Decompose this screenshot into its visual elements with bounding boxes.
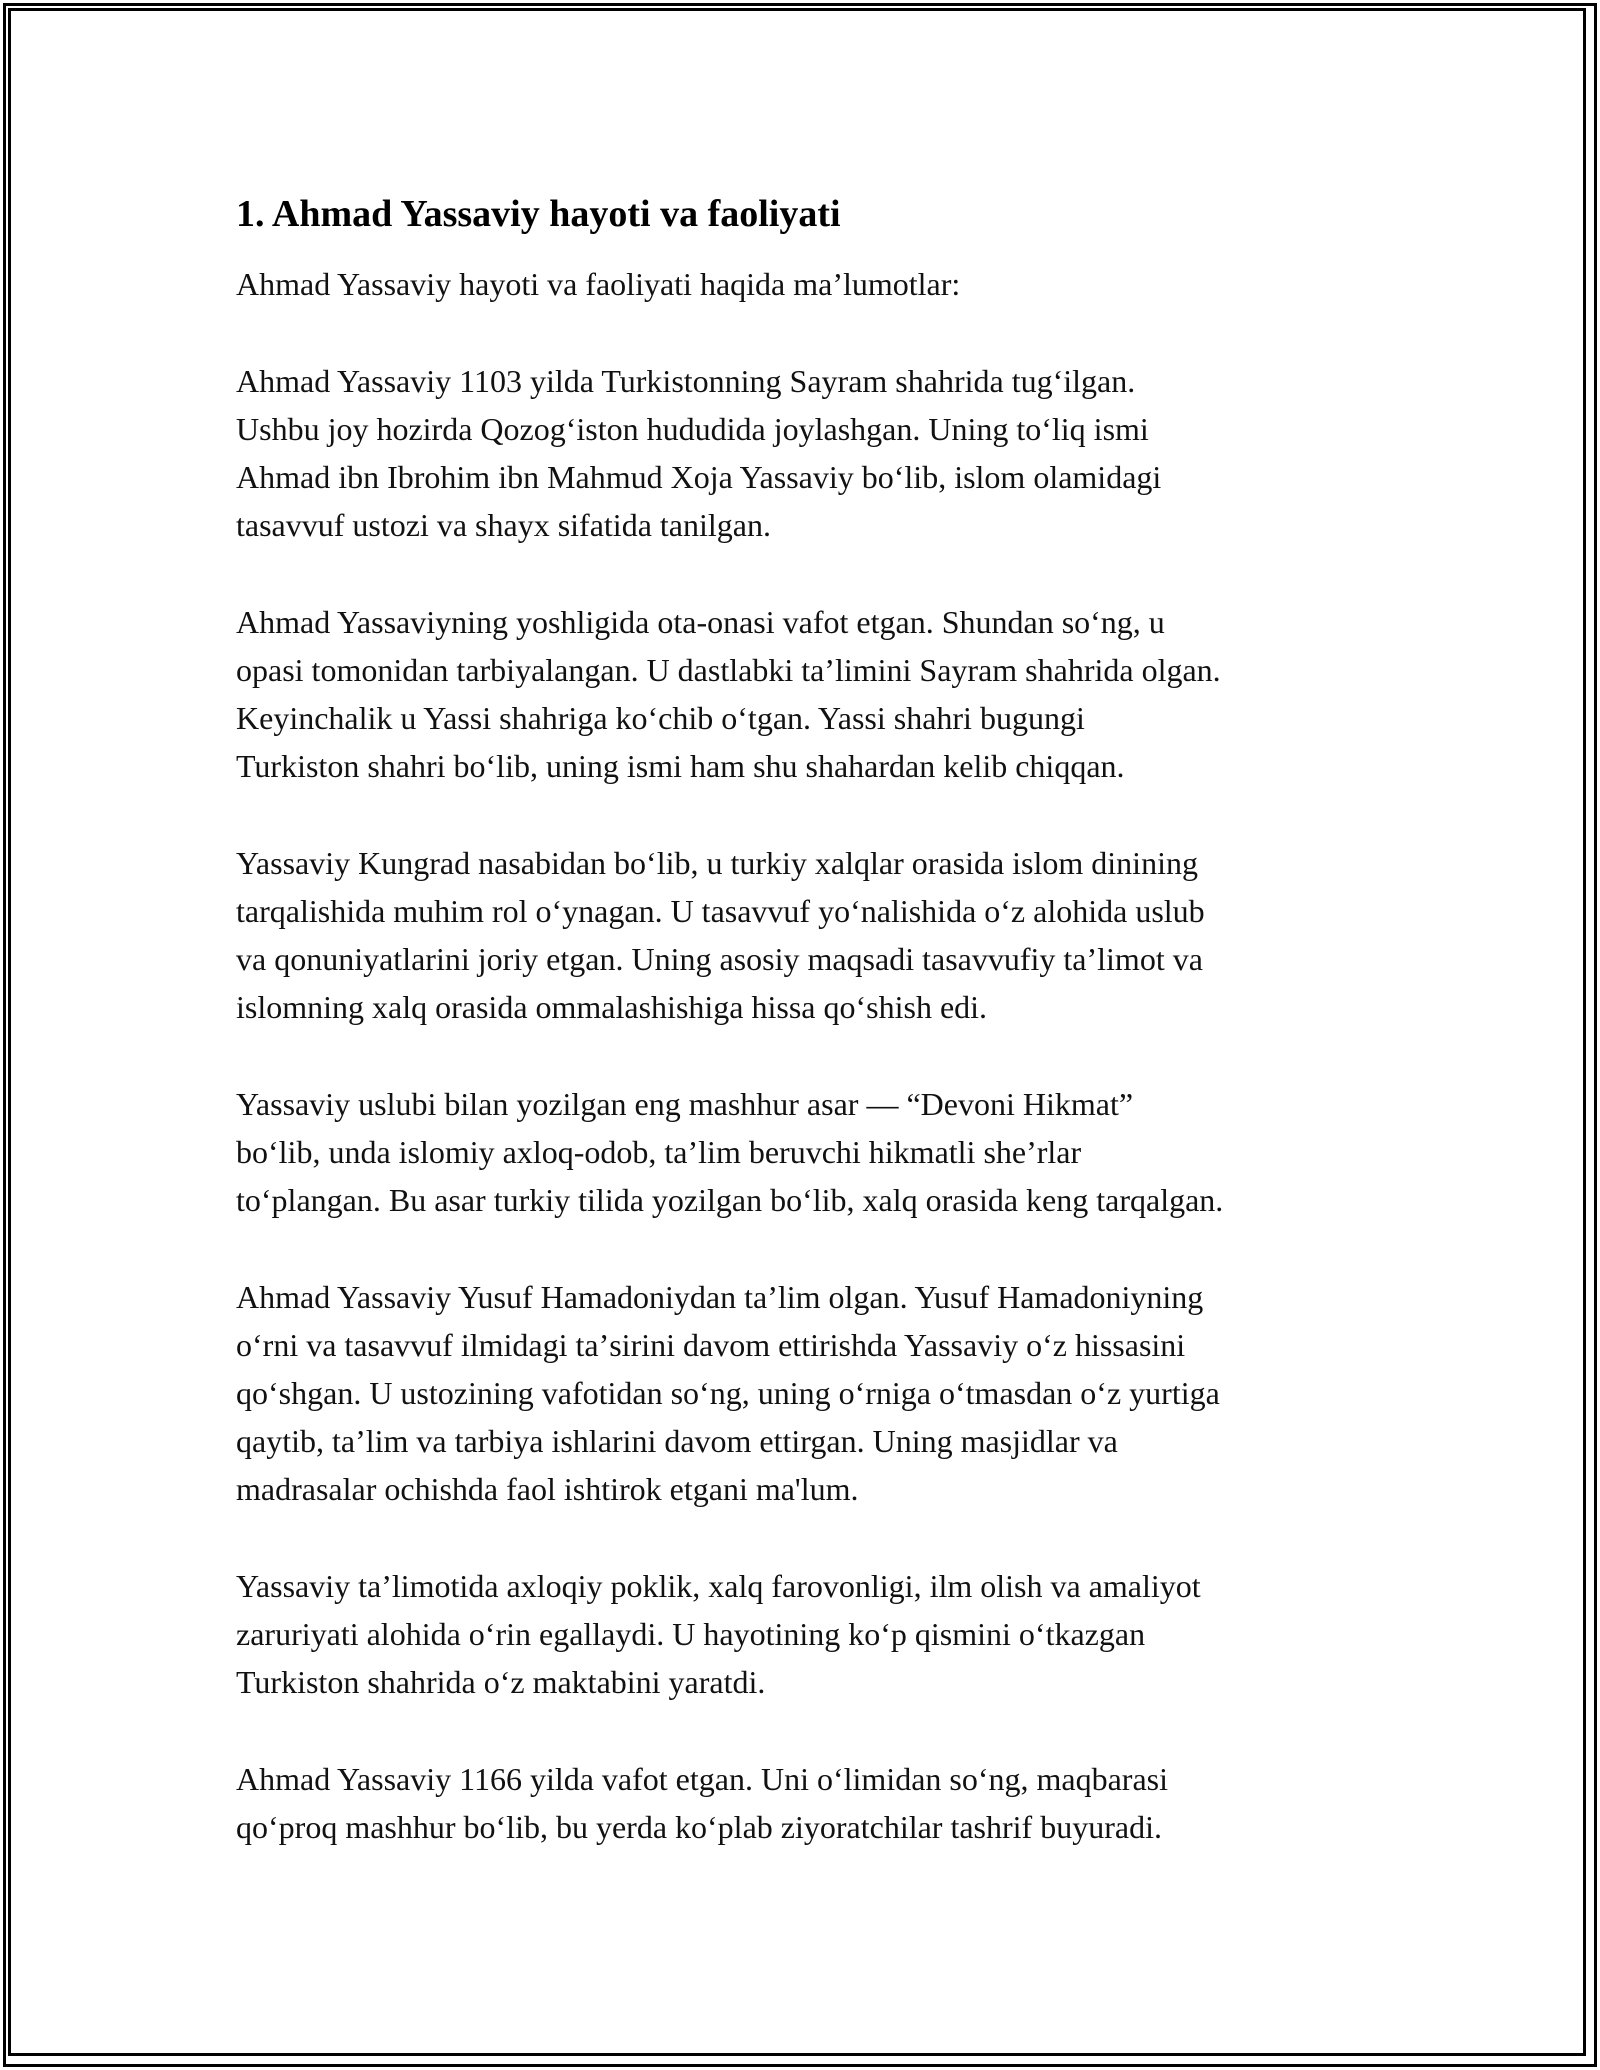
paragraph-line: Yassaviy uslubi bilan yozilgan eng mashhur asar — “Devoni Hikmat” [236, 1086, 1134, 1122]
paragraph-line: Yassaviy Kungrad nasabidan boʻlib, u turkiy xalqlar orasida islom dinining [236, 845, 1198, 881]
body-paragraph [236, 1080, 1396, 1224]
paragraph-line: Yassaviy taʼlimotida axloqiy poklik, xalq farovonligi, ilm olish va amaliyot [236, 1568, 1201, 1604]
intro-text: Ahmad Yassaviy hayoti va faoliyati haqida maʼlumotlar: [236, 266, 961, 302]
paragraph-line: Ahmad Yassaviy Yusuf Hamadoniydan taʼlim olgan. Yusuf Hamadoniyning [236, 1279, 1204, 1315]
paragraph-line: Ahmad Yassaviyning yoshligida ota-onasi vafot etgan. Shundan soʻng, u [236, 604, 1165, 640]
paragraph-line: Ushbu joy hozirda Qozogʻiston hududida joylashgan. Uning toʻliq ismi [236, 411, 1149, 447]
paragraph-line: boʻlib, unda islomiy axloq-odob, taʼlim beruvchi hikmatli sheʼrlar [236, 1134, 1082, 1170]
body-paragraph [236, 598, 1396, 790]
paragraph-line: opasi tomonidan tarbiyalangan. U dastlabki taʼlimini Sayram shahrida olgan. [236, 652, 1221, 688]
paragraph-list [236, 357, 1396, 1851]
paragraph-line: qaytib, taʼlim va tarbiya ishlarini davom ettirgan. Uning masjidlar va [236, 1423, 1118, 1459]
paragraph-line: Turkiston shahrida oʻz maktabini yaratdi. [236, 1664, 766, 1700]
body-paragraph [236, 1273, 1396, 1513]
paragraph-line: qoʻproq mashhur boʻlib, bu yerda koʻplab ziyoratchilar tashrif buyuradi. [236, 1809, 1162, 1845]
paragraph-line: Ahmad ibn Ibrohim ibn Mahmud Xoja Yassaviy boʻlib, islom olamidagi [236, 459, 1162, 495]
body-paragraph [236, 1755, 1396, 1851]
paragraph-line: Ahmad Yassaviy 1166 yilda vafot etgan. Uni oʻlimidan soʻng, maqbarasi [236, 1761, 1168, 1797]
paragraph-line: tasavvuf ustozi va shayx sifatida tanilgan. [236, 507, 771, 543]
paragraph-line: toʻplangan. Bu asar turkiy tilida yozilgan boʻlib, xalq orasida keng tarqalgan. [236, 1182, 1224, 1218]
body-paragraph [236, 1562, 1396, 1706]
paragraph-line: tarqalishida muhim rol oʻynagan. U tasavvuf yoʻnalishida oʻz alohida uslub [236, 893, 1205, 929]
paragraph-line: oʻrni va tasavvuf ilmidagi taʼsirini davom ettirishda Yassaviy oʻz hissasini [236, 1327, 1186, 1363]
paragraph-line: Keyinchalik u Yassi shahriga koʻchib oʻtgan. Yassi shahri bugungi [236, 700, 1085, 736]
paragraph-line: islomning xalq orasida ommalashishiga hissa qoʻshish edi. [236, 989, 988, 1025]
body-paragraph [236, 839, 1396, 1031]
paragraph-line: zaruriyati alohida oʻrin egallaydi. U hayotining koʻp qismini oʻtkazgan [236, 1616, 1146, 1652]
paragraph-line: qoʻshgan. U ustozining vafotidan soʻng, uning oʻrniga oʻtmasdan oʻz yurtiga [236, 1375, 1220, 1411]
paragraph-line: madrasalar ochishda faol ishtirok etgani ma'lum. [236, 1471, 859, 1507]
paragraph-line: Ahmad Yassaviy 1103 yilda Turkistonning Sayram shahrida tugʻilgan. [236, 363, 1136, 399]
document-body [236, 186, 1396, 1900]
section-heading: 1. Ahmad Yassaviy hayoti va faoliyati [236, 193, 841, 235]
body-paragraph [236, 357, 1396, 549]
paragraph-line: Turkiston shahri boʻlib, uning ismi ham shu shahardan kelib chiqqan. [236, 748, 1125, 784]
paragraph-line: va qonuniyatlarini joriy etgan. Uning asosiy maqsadi tasavvufiy taʼlimot va [236, 941, 1203, 977]
